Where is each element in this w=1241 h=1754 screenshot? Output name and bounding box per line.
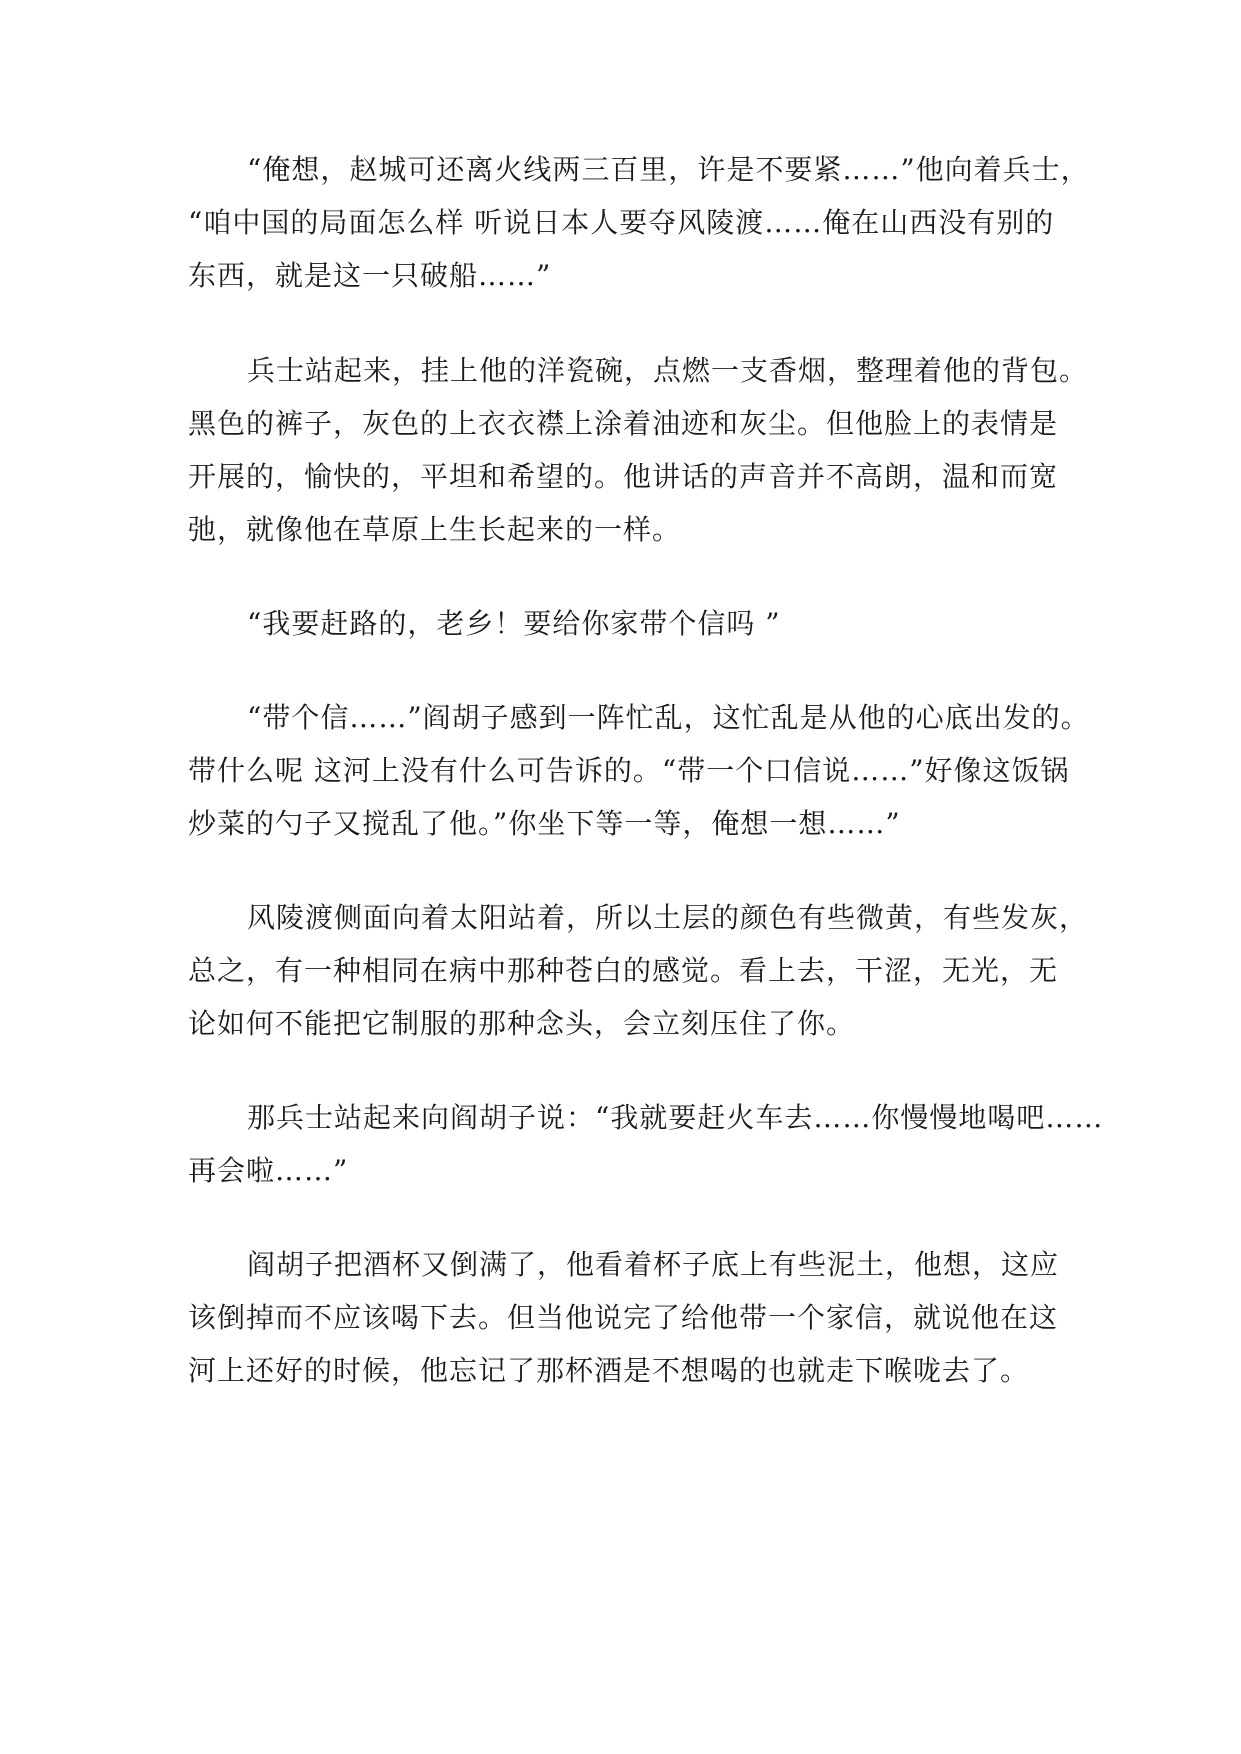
paragraph-1-line-1: “俺想，赵城可还离火线两三百里，许是不要紧……”他向着兵士， (247, 153, 1090, 186)
paragraph-5-line-3: 论如何不能把它制服的那种念头，会立刻压住了你。 (188, 1007, 856, 1040)
paragraph-6-line-1: 那兵士站起来向阎胡子说：“我就要赶火车去……你慢慢地喝吧…… (247, 1101, 1104, 1134)
paragraph-2-line-4: 弛，就像他在草原上生长起来的一样。 (188, 513, 682, 546)
paragraph-6-line-2: 再会啦……” (188, 1154, 349, 1187)
paragraph-2-line-1: 兵士站起来，挂上他的洋瓷碗，点燃一支香烟，整理着他的背包。 (247, 354, 1089, 387)
paragraph-7-line-1: 阎胡子把酒杯又倒满了，他看着杯子底上有些泥土，他想，这应 (247, 1248, 1060, 1281)
paragraph-4-line-3: 炒菜的勺子又搅乱了他。”你坐下等一等，俺想一想……” (188, 807, 901, 840)
paragraph-5-line-1: 风陵渡侧面向着太阳站着，所以土层的颜色有些微黄，有些发灰， (247, 901, 1089, 934)
paragraph-1-line-3: 东西，就是这一只破船……” (188, 259, 552, 292)
paragraph-3-line-1: “我要赶路的，老乡！要给你家带个信吗 ” (247, 607, 781, 640)
paragraph-7-line-2: 该倒掉而不应该喝下去。但当他说完了给他带一个家信，就说他在这 (188, 1301, 1059, 1334)
paragraph-5-line-2: 总之，有一种相同在病中那种苍白的感觉。看上去，干涩，无光，无 (188, 954, 1059, 987)
paragraph-1-line-2: “咱中国的局面怎么样 听说日本人要夺风陵渡……俺在山西没有别的 (188, 206, 1055, 239)
paragraph-4-line-2: 带什么呢 这河上没有什么可告诉的。“带一个口信说……”好像这饭锅 (188, 754, 1070, 787)
paragraph-4-line-1: “带个信……”阎胡子感到一阵忙乱，这忙乱是从他的心底出发的。 (247, 701, 1090, 734)
paragraph-7-line-3: 河上还好的时候，他忘记了那杯酒是不想喝的也就走下喉咙去了。 (188, 1354, 1030, 1387)
paragraph-2-line-3: 开展的，愉快的，平坦和希望的。他讲话的声音并不高朗，温和而宽 (188, 460, 1059, 493)
paragraph-2-line-2: 黑色的裤子，灰色的上衣衣襟上涂着油迹和灰尘。但他脸上的表情是 (188, 407, 1059, 440)
